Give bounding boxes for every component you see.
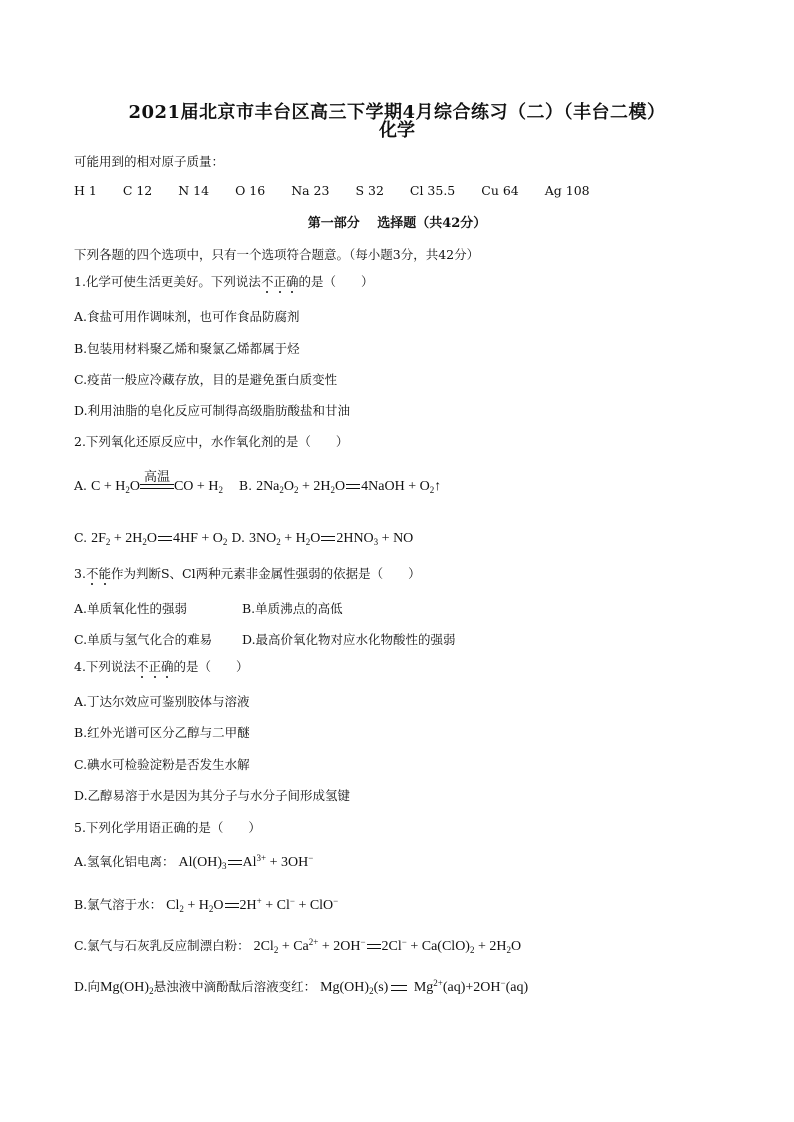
question-3-stem: 3.不能作为判断S、Cl两种元素非金属性强弱的依据是（ ）: [74, 566, 421, 581]
mass-item: H 1: [74, 183, 97, 198]
emphasis-char: 不: [260, 274, 274, 289]
question-5-option-b: B.氯气溶于水： $Cl_2 + H_2O$ 2H+ + Cl− + ClO−: [74, 896, 339, 914]
equation-5b: $Cl_2 + H_2O$ 2H+ + Cl− + ClO−: [166, 896, 339, 914]
mass-item: Cu 64: [481, 183, 519, 198]
equilibrium-arrow-icon: [391, 985, 407, 991]
emphasis-char: 正: [273, 274, 286, 289]
emphasis-char: 确: [285, 274, 299, 289]
question-1-option-c: C.疫苗一般应冷藏存放，目的是避免蛋白质变性: [74, 372, 338, 387]
equation-a: $C + H_2O$ 高温 CO + $H_2$: [91, 479, 223, 494]
equation-c: $2F_2 + 2H_2O$ $4HF + O_2$: [91, 531, 228, 547]
section-title: 第一部分 选择题（共42分）: [307, 216, 487, 231]
question-4-stem: 4.下列说法不正确的是（ ）: [74, 659, 249, 674]
emphasis-char: 确: [160, 659, 174, 674]
question-3-option-d: D.最高价氧化物对应水化物酸性的强弱: [242, 632, 456, 647]
section-instructions: 下列各题的四个选项中，只有一个选项符合题意。（每小题3分，共42分）: [74, 247, 480, 262]
question-5-option-a: A.氢氧化铝电离： $Al(OH)_3$ $Al^{3+} + 3OH^-$: [74, 853, 314, 871]
question-3-option-b: B.单质沸点的高低: [242, 601, 343, 616]
reaction-condition: 高温: [143, 468, 170, 484]
question-2-options-cd: C. $2F_2 + 2H_2O$ $4HF + O_2$ D. $3NO_2 + H_2O$ $2HNO_3$ + NO: [74, 530, 414, 547]
mass-item: N 14: [178, 183, 210, 198]
question-4-option-b: B.红外光谱可区分乙醇与二甲醚: [74, 725, 250, 740]
question-4-option-d: D.乙醇易溶于水是因为其分子与水分子间形成氢键: [74, 788, 351, 803]
question-1-stem: 1.化学可使生活更美好。下列说法不正确的是（ ）: [74, 274, 374, 289]
question-1-option-b: B.包装用材料聚乙烯和聚氯乙烯都属于烃: [74, 341, 300, 356]
equation-b: $2Na_2O_2 + 2H_2O$ 4NaOH + $O_2↑$: [256, 479, 442, 495]
question-5-option-c: C.氯气与石灰乳反应制漂白粉： $2Cl_2 + Ca^{2+} + 2OH^-$ $2Cl^- + Ca(ClO)_2 + 2H_2O$: [74, 937, 522, 955]
question-3-options-cd: [74, 630, 456, 648]
question-2-stem: 2.下列氧化还原反应中，水作氧化剂的是（ ）: [74, 434, 349, 449]
equation-d: $3NO_2 + H_2O$ $2HNO_3$ + NO: [248, 531, 414, 547]
question-4-option-c: C.碘水可检验淀粉是否发生水解: [74, 757, 250, 772]
mass-item: C 12: [122, 183, 153, 198]
emphasis-char: 不: [85, 566, 99, 581]
mass-item: O 16: [235, 183, 266, 198]
mass-item: Cl 35.5: [409, 183, 456, 198]
mass-item: Na 23: [291, 183, 330, 198]
atomic-mass-list: [74, 183, 612, 198]
question-5-stem: 5.下列化学用语正确的是（ ）: [74, 820, 261, 835]
atomic-mass-label: 可能用到的相对原子质量：: [74, 154, 225, 169]
question-5-option-d: D.向$Mg(OH)_2$悬浊液中滴酚酞后溶液变红： $Mg(OH)_2(s)$ $Mg^{2+}(aq)+2OH^-(aq)$: [74, 978, 529, 996]
emphasis-char: 不: [135, 659, 149, 674]
emphasis-char: 正: [148, 659, 161, 674]
equation-5c: $2Cl_2 + Ca^{2+} + 2OH^-$ $2Cl^- + Ca(ClO)_2 + 2H_2O$: [253, 937, 522, 955]
question-1-option-a: A.食盐可用作调味剂，也可作食品防腐剂: [74, 309, 300, 324]
question-3-option-a: A.单质氧化性的强弱: [74, 601, 188, 616]
subject-title: 化学: [379, 120, 415, 141]
mass-item: Ag 108: [544, 183, 590, 198]
equation-5a: $Al(OH)_3$ $Al^{3+} + 3OH^-$: [178, 853, 314, 871]
question-1-option-d: D.利用油脂的皂化反应可制得高级脂肪酸盐和甘油: [74, 403, 351, 418]
question-4-option-a: A.丁达尔效应可鉴别胶体与溶液: [74, 694, 250, 709]
equation-5d: $Mg(OH)_2(s)$ $Mg^{2+}(aq)+2OH^-(aq)$: [320, 978, 529, 996]
emphasis-char: 能: [98, 566, 111, 581]
question-3-options-ab: [74, 599, 343, 617]
question-2-options-ab: A. $C + H_2O$ 高温 CO + $H_2$ B. $2Na_2O_2 + 2H_2O$ 4NaOH + $O_2↑$: [74, 478, 441, 495]
document-title: 2021届北京市丰台区高三下学期4月综合练习（二）（丰台二模）: [128, 102, 666, 123]
mass-item: S 32: [355, 183, 384, 198]
question-3-option-c: C.单质与氢气化合的难易: [74, 632, 213, 647]
